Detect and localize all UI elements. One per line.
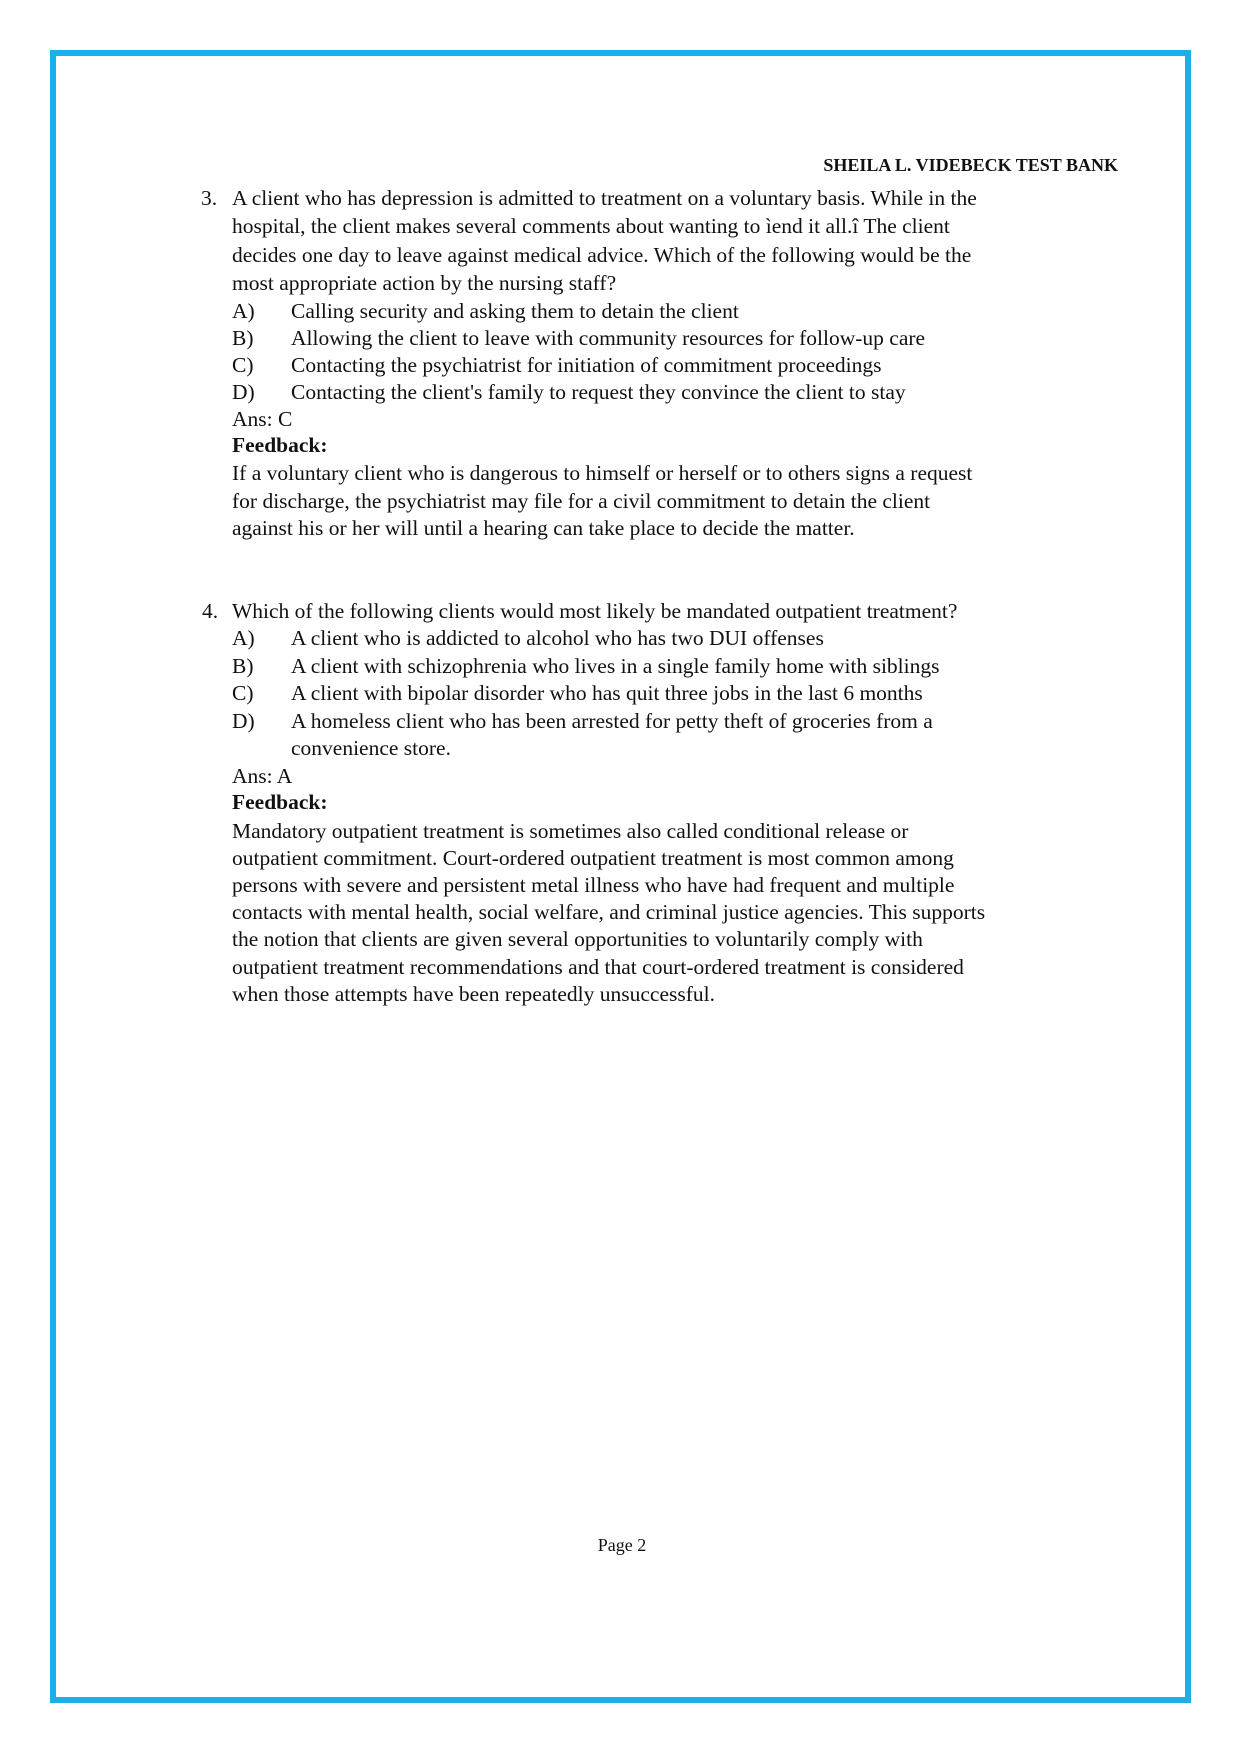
option-text: Allowing the client to leave with community resources for follow-up care (291, 325, 926, 350)
answer-key: Ans: C (232, 406, 293, 431)
question-stem-line: hospital, the client makes several comments about wanting to ìend it all.î The client (232, 214, 950, 239)
option-text: A client who is addicted to alcohol who has two DUI offenses (291, 626, 824, 651)
option-text: convenience store. (291, 736, 451, 761)
answer-key: Ans: A (232, 763, 293, 788)
option-text: Calling security and asking them to detain the client (291, 298, 739, 323)
question-stem-line: most appropriate action by the nursing staff? (232, 271, 617, 296)
running-header: SHEILA L. VIDEBECK TEST BANK (823, 155, 1118, 175)
question-number: 4. (202, 599, 219, 623)
option-letter: D) (232, 708, 255, 733)
feedback-line: outpatient treatment recommendations and that court-ordered treatment is considered (232, 954, 964, 979)
question-stem-line: decides one day to leave against medical advice. Which of the following would be the (232, 242, 972, 267)
feedback-line: contacts with mental health, social welfare, and criminal justice agencies. This supports (232, 900, 986, 925)
feedback-line: persons with severe and persistent metal illness who have had frequent and multiple (232, 873, 955, 897)
option-text: A client with bipolar disorder who has quit three jobs in the last 6 months (291, 681, 923, 706)
question-stem-line: Which of the following clients would most likely be mandated outpatient treatment? (232, 599, 958, 623)
page-number: Page 2 (597, 1535, 647, 1555)
option-text: A client with schizophrenia who lives in a single family home with siblings (291, 653, 940, 678)
feedback-line: outpatient commitment. Court-ordered outpatient treatment is most common among (232, 845, 954, 870)
question-number: 3. (201, 186, 218, 210)
feedback-label: Feedback: (232, 790, 328, 815)
feedback-line: when those attempts have been repeatedly unsuccessful. (232, 981, 715, 1006)
option-letter: A) (232, 298, 255, 323)
option-letter: C) (232, 352, 254, 377)
option-letter: B) (232, 325, 254, 350)
option-text: A homeless client who has been arrested for petty theft of groceries from a (291, 708, 933, 733)
feedback-line: the notion that clients are given several opportunities to voluntarily comply with (232, 927, 923, 952)
option-text: Contacting the psychiatrist for initiation of commitment proceedings (291, 352, 882, 377)
option-letter: B) (232, 653, 254, 678)
option-text: Contacting the client's family to request they convince the client to stay (291, 379, 906, 404)
feedback-line: for discharge, the psychiatrist may file for a civil commitment to detain the client (232, 488, 931, 513)
option-letter: A) (232, 626, 255, 651)
question-stem-line: A client who has depression is admitted to treatment on a voluntary basis. While in the (232, 186, 977, 210)
feedback-line: If a voluntary client who is dangerous to himself or herself or to others signs a request (232, 461, 973, 486)
feedback-label: Feedback: (232, 432, 328, 457)
option-letter: C) (232, 681, 254, 706)
feedback-line: against his or her will until a hearing can take place to decide the matter. (232, 516, 855, 541)
feedback-line: Mandatory outpatient treatment is sometimes also called conditional release or (232, 818, 909, 843)
option-letter: D) (232, 379, 255, 404)
